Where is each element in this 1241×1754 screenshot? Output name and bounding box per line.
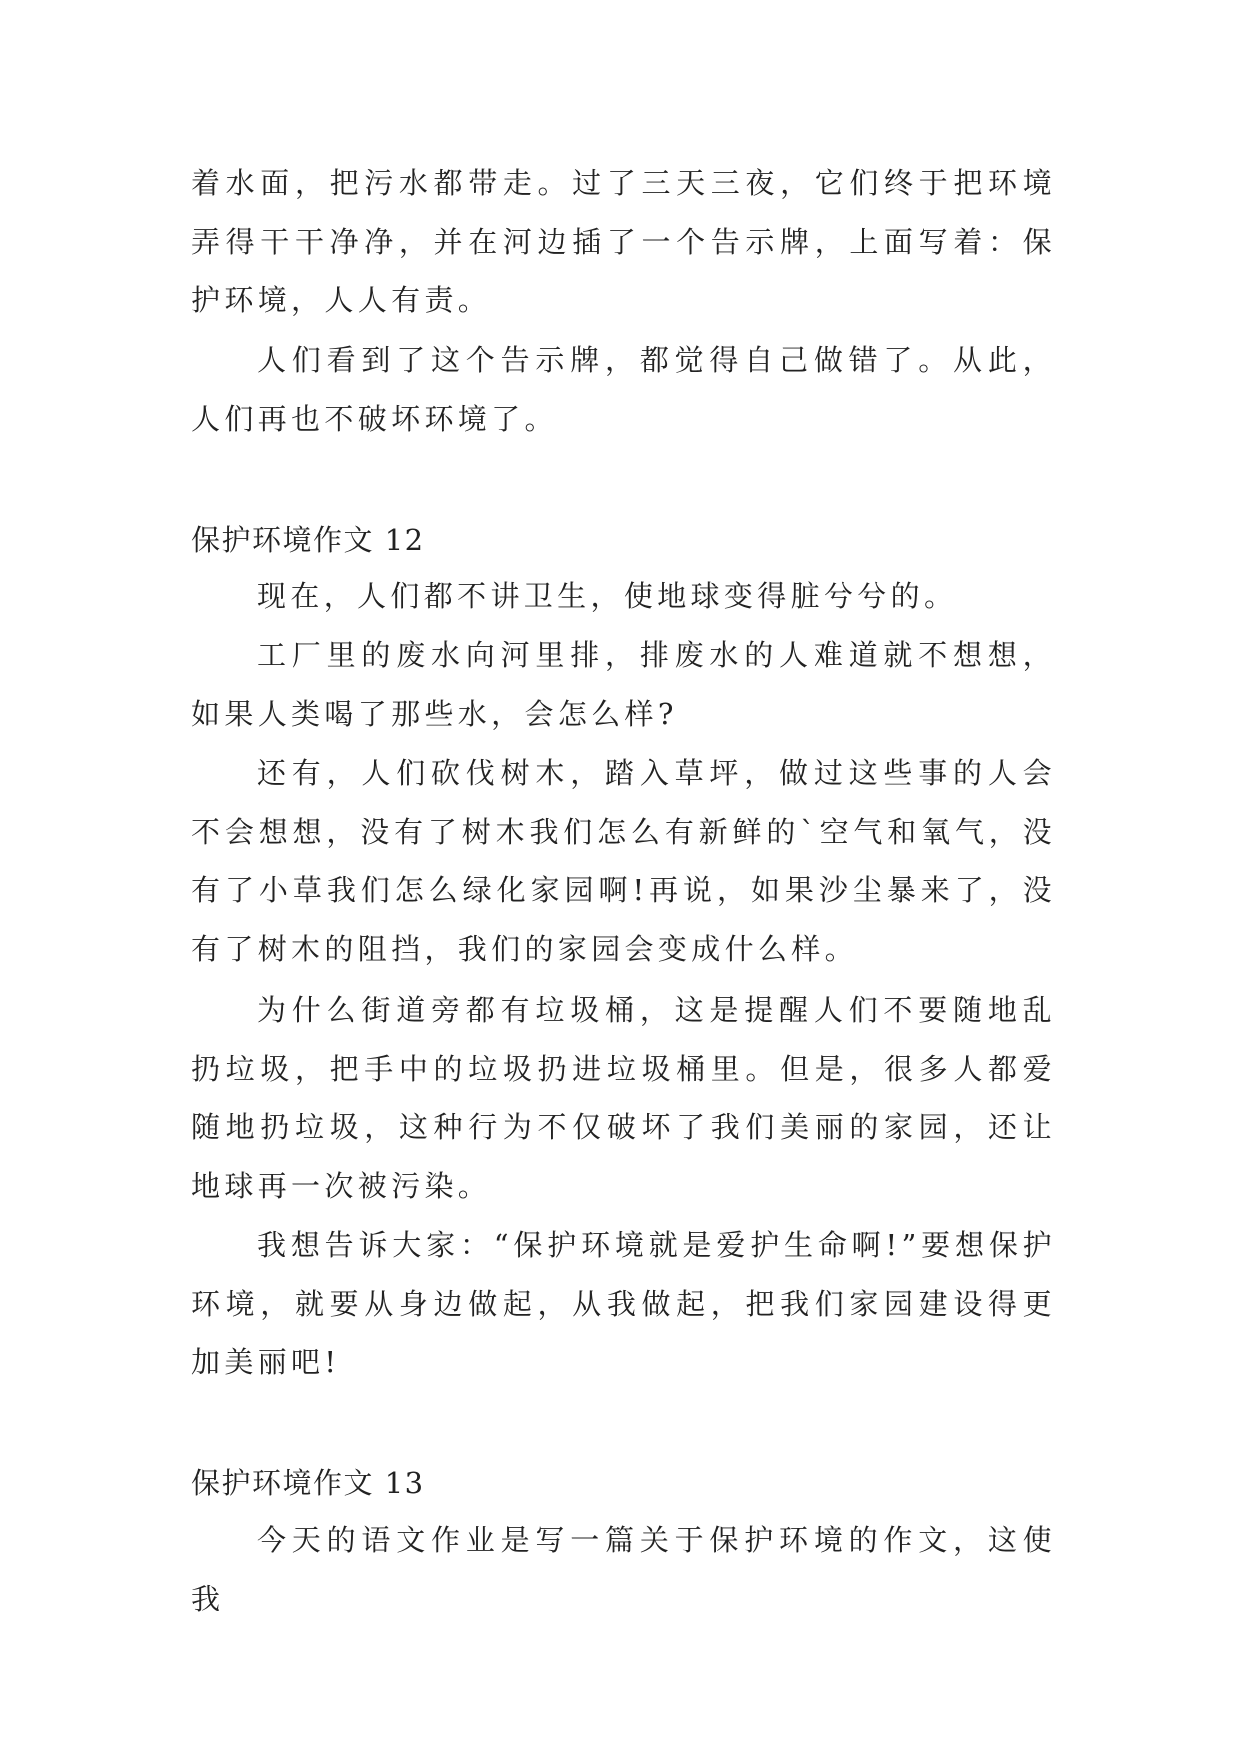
section-title: 保护环境作文 13: [191, 1466, 425, 1500]
paragraph: 现在，人们都不讲卫生，使地球变得脏兮兮的。: [257, 579, 958, 613]
paragraph: 还有，人们砍伐树木，踏入草坪，做过这些事的人会不会想想，没有了树木我们怎么有新鲜的`空气和氧气，没有了小草我们怎么绿化家园啊!再说，如果沙尘暴来了，没有了树木的阻挡，我们的家园会变成什么样。: [191, 756, 1056, 966]
paragraph: 工厂里的废水向河里排，排废水的人难道就不想想，如果人类喝了那些水，会怎么样?: [191, 638, 1056, 731]
paragraph: 我想告诉大家：“保护环境就是爱护生命啊!”要想保护环境，就要从身边做起，从我做起，把我们家园建设得更加美丽吧!: [191, 1228, 1056, 1379]
section-title: 保护环境作文 12: [191, 523, 425, 557]
paragraph: 为什么街道旁都有垃圾桶，这是提醒人们不要随地乱扔垃圾，把手中的垃圾扔进垃圾桶里。但是，很多人都爱随地扔垃圾，这种行为不仅破坏了我们美丽的家园，还让地球再一次被污染。: [191, 993, 1056, 1203]
paragraph: 今天的语文作业是写一篇关于保护环境的作文，这使我: [191, 1523, 1056, 1616]
paragraph: 人们看到了这个告示牌，都觉得自己做错了。从此，人们再也不破坏环境了。: [191, 343, 1056, 436]
paragraph: 着水面，把污水都带走。过了三天三夜，它们终于把环境弄得干干净净，并在河边插了一个告示牌，上面写着：保护环境，人人有责。: [191, 166, 1056, 317]
